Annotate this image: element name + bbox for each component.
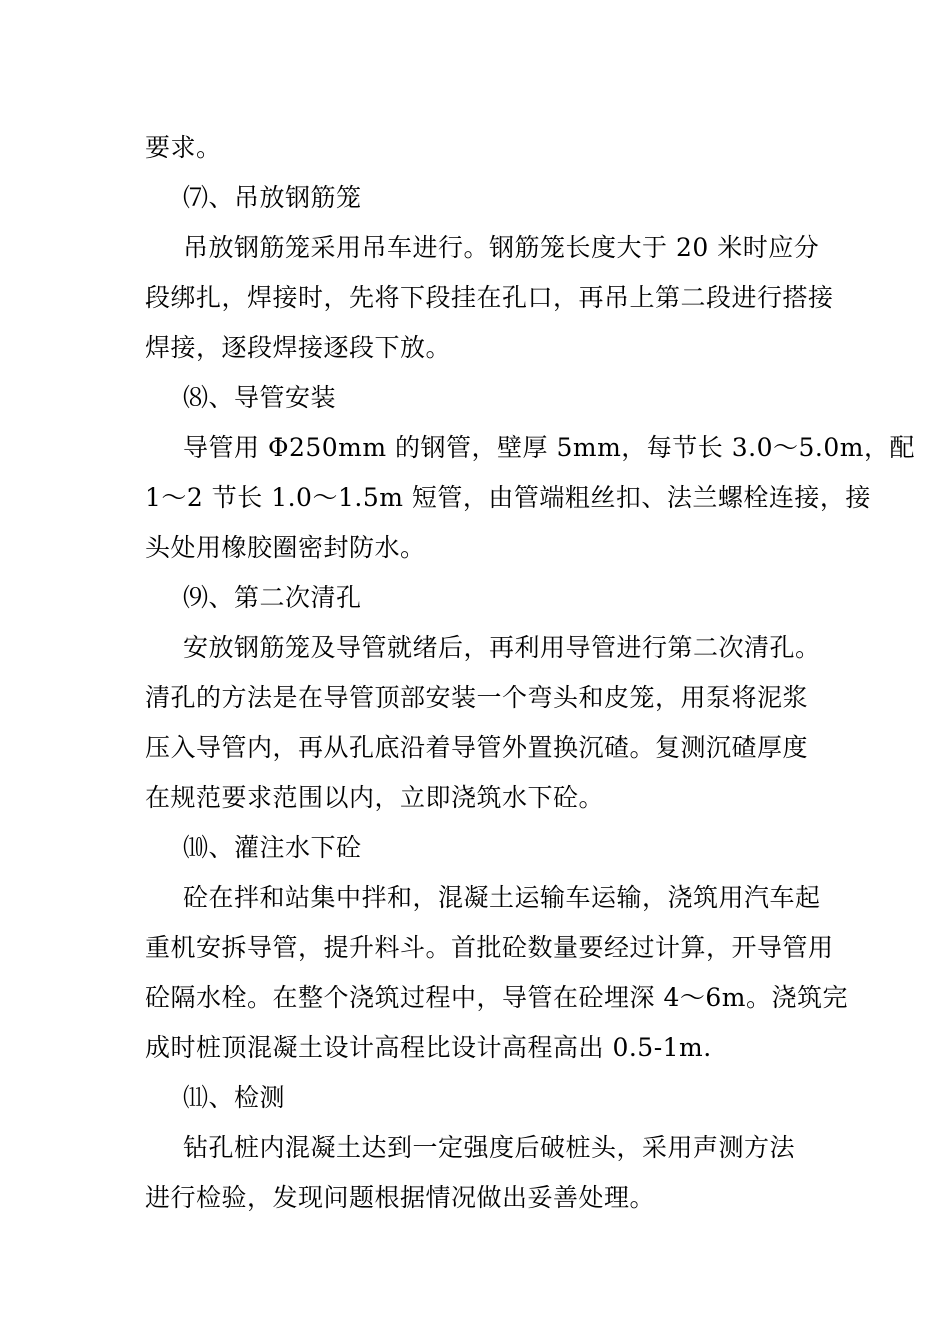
section-heading-7: ⑺、吊放钢筋笼	[183, 183, 362, 212]
section-heading-8: ⑻、导管安装	[183, 383, 337, 412]
paragraph-line: 钻孔桩内混凝土达到一定强度后破桩头，采用声测方法	[183, 1133, 796, 1162]
paragraph-line: 清孔的方法是在导管顶部安装一个弯头和皮笼，用泵将泥浆	[145, 683, 809, 712]
paragraph-line: 吊放钢筋笼采用吊车进行。钢筋笼长度大于 20 米时应分	[183, 233, 820, 262]
paragraph-line: 进行检验，发现问题根据情况做出妥善处理。	[145, 1183, 656, 1212]
text-line-continuation: 要求。	[145, 133, 222, 162]
section-heading-9: ⑼、第二次清孔	[183, 583, 362, 612]
section-heading-10: ⑽、灌注水下砼	[183, 833, 362, 862]
paragraph-line: 成时桩顶混凝土设计高程比设计高程高出 0.5-1m.	[145, 1033, 712, 1062]
paragraph-line: 重机安拆导管，提升料斗。首批砼数量要经过计算，开导管用	[145, 933, 834, 962]
paragraph-line: 安放钢筋笼及导管就绪后，再利用导管进行第二次清孔。	[183, 633, 821, 662]
paragraph-line: 焊接，逐段焊接逐段下放。	[145, 333, 452, 362]
paragraph-line: 砼在拌和站集中拌和，混凝土运输车运输，浇筑用汽车起	[183, 883, 821, 912]
paragraph-line: 段绑扎，焊接时，先将下段挂在孔口，再吊上第二段进行搭接	[145, 283, 834, 312]
section-heading-11: ⑾、检测	[183, 1083, 286, 1112]
paragraph-line: 头处用橡胶圈密封防水。	[145, 533, 426, 562]
paragraph-line: 导管用 Φ250mm 的钢管，壁厚 5mm，每节长 3.0～5.0m，配	[183, 433, 915, 462]
paragraph-line: 在规范要求范围以内，立即浇筑水下砼。	[145, 783, 605, 812]
paragraph-line: 1～2 节长 1.0～1.5m 短管，由管端粗丝扣、法兰螺栓连接，接	[145, 483, 871, 512]
paragraph-line: 压入导管内，再从孔底沿着导管外置换沉碴。复测沉碴厚度	[145, 733, 809, 762]
paragraph-line: 砼隔水栓。在整个浇筑过程中，导管在砼埋深 4～6m。浇筑完	[145, 983, 848, 1012]
